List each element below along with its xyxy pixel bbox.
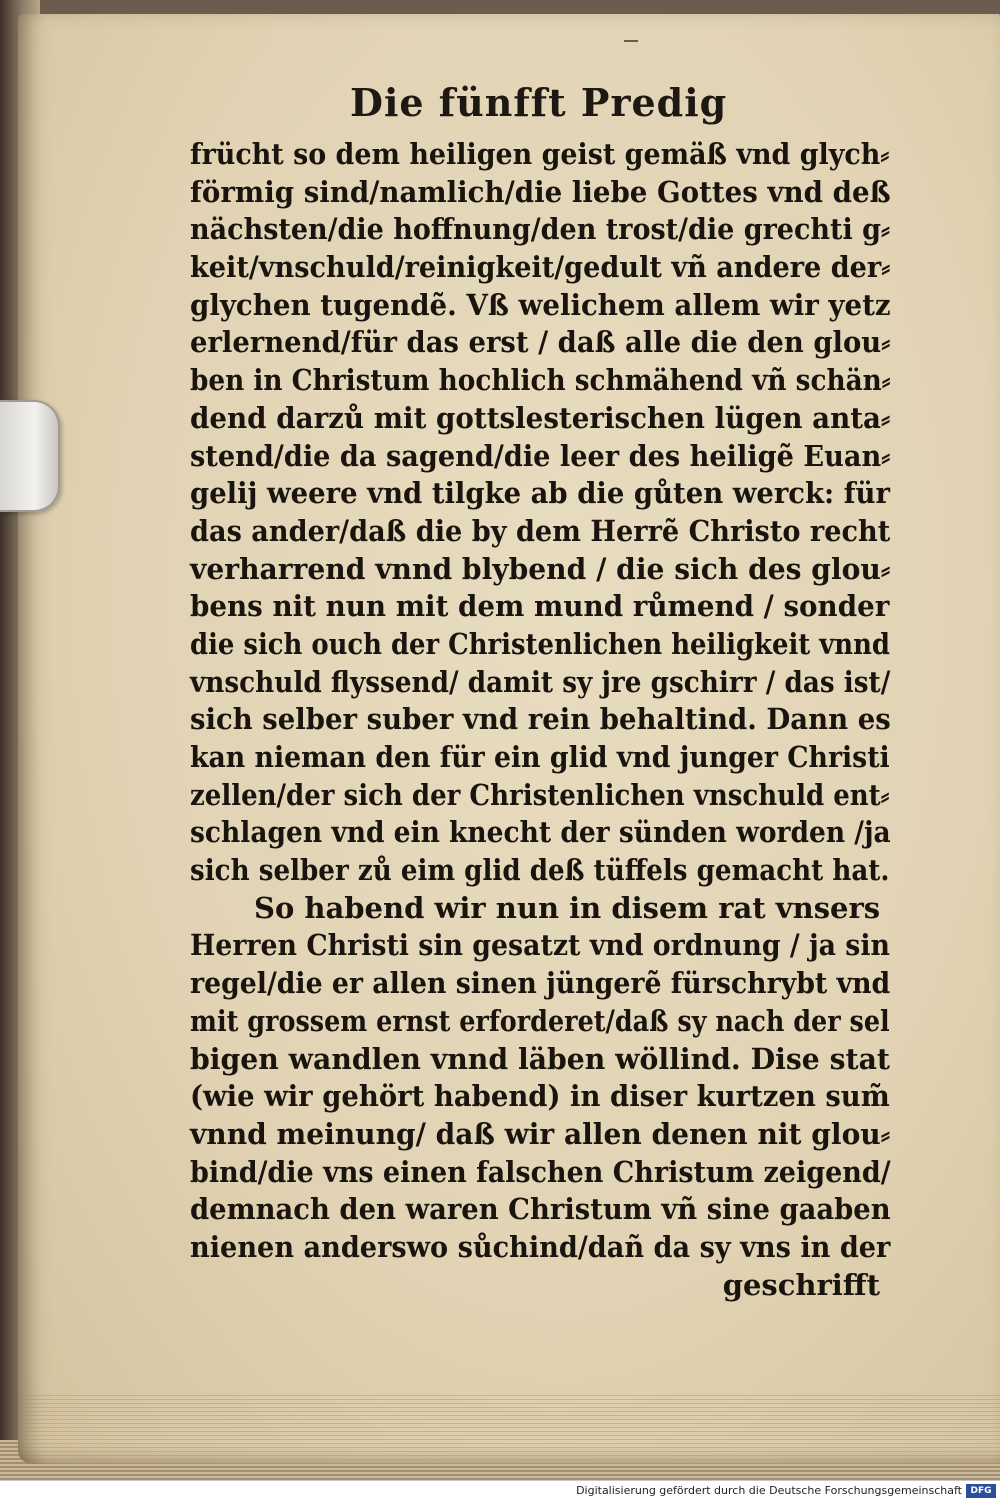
text-line: schlagen vnd ein knecht der sünden worden /ja bbox=[190, 815, 891, 850]
page-clip bbox=[0, 400, 60, 512]
text-line: mit grossem ernst erforderet/daß sy nach der sel bbox=[190, 1003, 890, 1038]
text-line: bind/die vns einen falschen Christum zeigend/ bbox=[190, 1154, 891, 1189]
text-line: glychen tugendẽ. Vß welichem allem wir yetz bbox=[190, 287, 891, 322]
text-line: erlernend/für das erst / daß alle die den glou⸗ bbox=[190, 325, 891, 360]
page-body bbox=[190, 136, 890, 1304]
page-edges bbox=[18, 1394, 1000, 1464]
dfg-logo-icon: DFG bbox=[966, 1484, 996, 1498]
text-line: zellen/der sich der Christenlichen vnschuld ent⸗ bbox=[190, 777, 890, 812]
text-line: sich selber suber vnd rein behaltind. Dann es bbox=[190, 702, 891, 737]
text-line: die sich ouch der Christenlichen heiligkeit vnnd bbox=[190, 626, 890, 661]
funding-credit: Digitalisierung gefördert durch die Deutsche Forschungsgemeinschaft bbox=[576, 1484, 962, 1497]
text-line: nienen anderswo sůchind/dañ da sy vns in der bbox=[190, 1229, 891, 1264]
text-line: (wie wir gehört habend) in diser kurtzen sum̃ bbox=[190, 1079, 890, 1114]
text-line: bigen wandlen vnnd läben wöllind. Dise stat bbox=[190, 1041, 890, 1076]
footer-bar bbox=[0, 1480, 1000, 1502]
text-line: das ander/daß die by dem Herrẽ Christo recht bbox=[190, 513, 891, 548]
signature-mark bbox=[624, 40, 638, 42]
text-line: bens nit nun mit dem mund růmend / sonder bbox=[190, 589, 890, 624]
text-line: förmig sind/namlich/die liebe Gottes vnd deß bbox=[190, 174, 891, 209]
text-line: Herren Christi sin gesatzt vnd ordnung / ja sin bbox=[190, 928, 890, 963]
text-line: verharrend vnnd blybend / die sich des glou⸗ bbox=[190, 551, 891, 586]
text-line: demnach den waren Christum vñ sine gaaben bbox=[190, 1192, 891, 1227]
text-line: vnnd meinung/ daß wir allen denen nit glou⸗ bbox=[190, 1116, 891, 1151]
text-line: sich selber zů eim glid deß tüffels gemacht hat. bbox=[190, 853, 890, 888]
text-line: dend darzů mit gottslesterischen lügen anta⸗ bbox=[190, 400, 891, 435]
text-line: keit/vnschuld/reinigkeit/gedult vñ andere der⸗ bbox=[190, 250, 891, 285]
catchword: geschrifft bbox=[722, 1267, 880, 1302]
text-line: gelij weere vnd tilgke ab die gůten werck: für bbox=[190, 476, 891, 511]
text-line: vnschuld flyssend/ damit sy jre gschirr / das ist/ bbox=[190, 664, 891, 699]
text-line: regel/die er allen sinen jüngerẽ fürschrybt vnd bbox=[190, 966, 891, 1001]
text-line: stend/die da sagend/die leer des heiligẽ Euan⸗ bbox=[190, 438, 891, 473]
text-line: ben in Christum hochlich schmähend vñ schän⸗ bbox=[190, 363, 891, 398]
running-header: Die fünfft Predig bbox=[350, 80, 728, 125]
text-line: kan nieman den für ein glid vnd junger Christi bbox=[190, 740, 890, 774]
text-line: frücht so dem heiligen geist gemäß vnd glych⸗ bbox=[190, 137, 890, 171]
text-line: nächsten/die hoffnung/den trost/die grechti g⸗ bbox=[190, 212, 891, 247]
paragraph-start-line: So habend wir nun in disem rat vnsers bbox=[254, 890, 881, 925]
